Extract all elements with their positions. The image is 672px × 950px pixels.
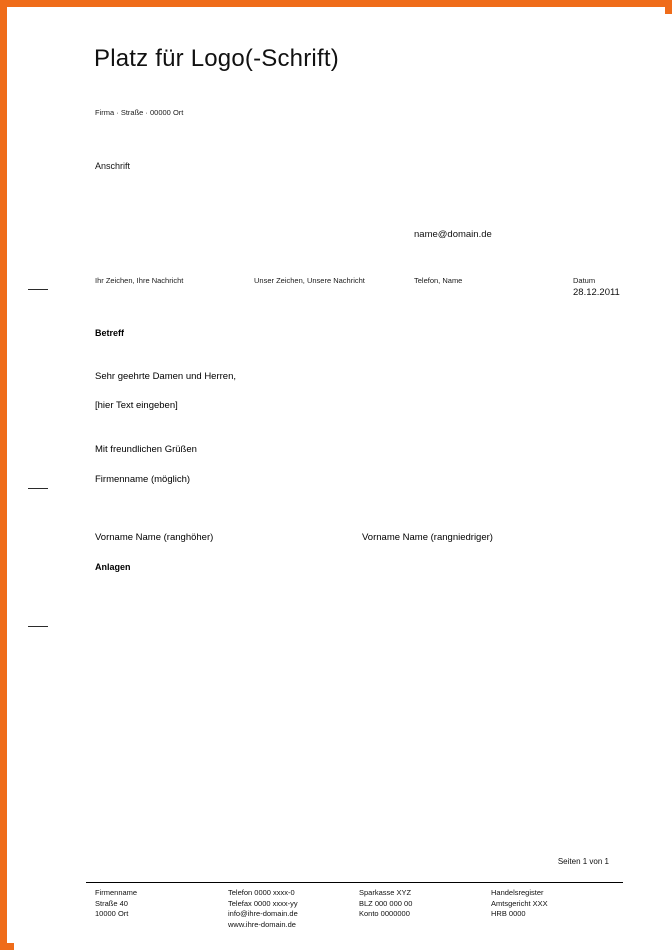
attachments-label: Anlagen <box>95 562 131 572</box>
email-address: name@domain.de <box>414 229 492 240</box>
footer-column-company <box>95 888 137 920</box>
footer-line: Sparkasse XYZ <box>359 888 412 897</box>
info-date-value: 28.12.2011 <box>573 287 620 298</box>
fold-mark-middle <box>28 488 48 489</box>
footer-line: Firmenname <box>95 888 138 897</box>
footer-line: BLZ 000 000 00 <box>359 898 413 908</box>
footer-column-bank <box>359 888 412 920</box>
info-your-reference: Ihr Zeichen, Ihre Nachricht <box>95 276 184 285</box>
info-date-label: Datum <box>573 276 596 285</box>
page-number: Seiten 1 von 1 <box>557 857 609 866</box>
fold-mark-bottom <box>28 626 48 627</box>
return-address-line: Firma · Straße · 00000 Ort <box>95 108 184 117</box>
footer-line: info@ihre-domain.de <box>228 909 298 918</box>
info-phone-name: Telefon, Name <box>414 276 463 285</box>
footer-line: Telefon 0000 xxxx-0 <box>228 888 295 897</box>
info-our-reference: Unser Zeichen, Unsere Nachricht <box>254 276 365 285</box>
signer-right: Vorname Name (rangniedriger) <box>362 532 493 543</box>
footer-line: Telefax 0000 xxxx-yy <box>228 898 298 908</box>
document-sheet <box>14 14 672 950</box>
logo-placeholder: Platz für Logo(-Schrift) <box>94 45 339 72</box>
footer-line: www.ihre-domain.de <box>228 919 296 929</box>
footer-column-register <box>491 888 548 920</box>
fold-mark-top <box>28 289 48 290</box>
signer-left: Vorname Name (ranghöher) <box>95 532 214 543</box>
footer-line: Amtsgericht XXX <box>491 898 548 908</box>
footer-line: HRB 0000 <box>491 909 526 918</box>
body-text-placeholder: [hier Text eingeben] <box>95 400 178 411</box>
company-name-optional: Firmenname (möglich) <box>95 474 191 485</box>
footer-line: Konto 0000000 <box>359 909 410 918</box>
footer-line: Handelsregister <box>491 888 544 897</box>
salutation-line: Sehr geehrte Damen und Herren, <box>95 371 236 382</box>
footer-line: Straße 40 <box>95 898 128 908</box>
footer-divider <box>86 882 623 883</box>
subject-line: Betreff <box>95 328 125 338</box>
footer-column-contact <box>228 888 298 930</box>
footer-line: 10000 Ort <box>95 909 129 918</box>
closing-line: Mit freundlichen Grüßen <box>95 444 197 455</box>
recipient-address-label: Anschrift <box>95 161 131 171</box>
